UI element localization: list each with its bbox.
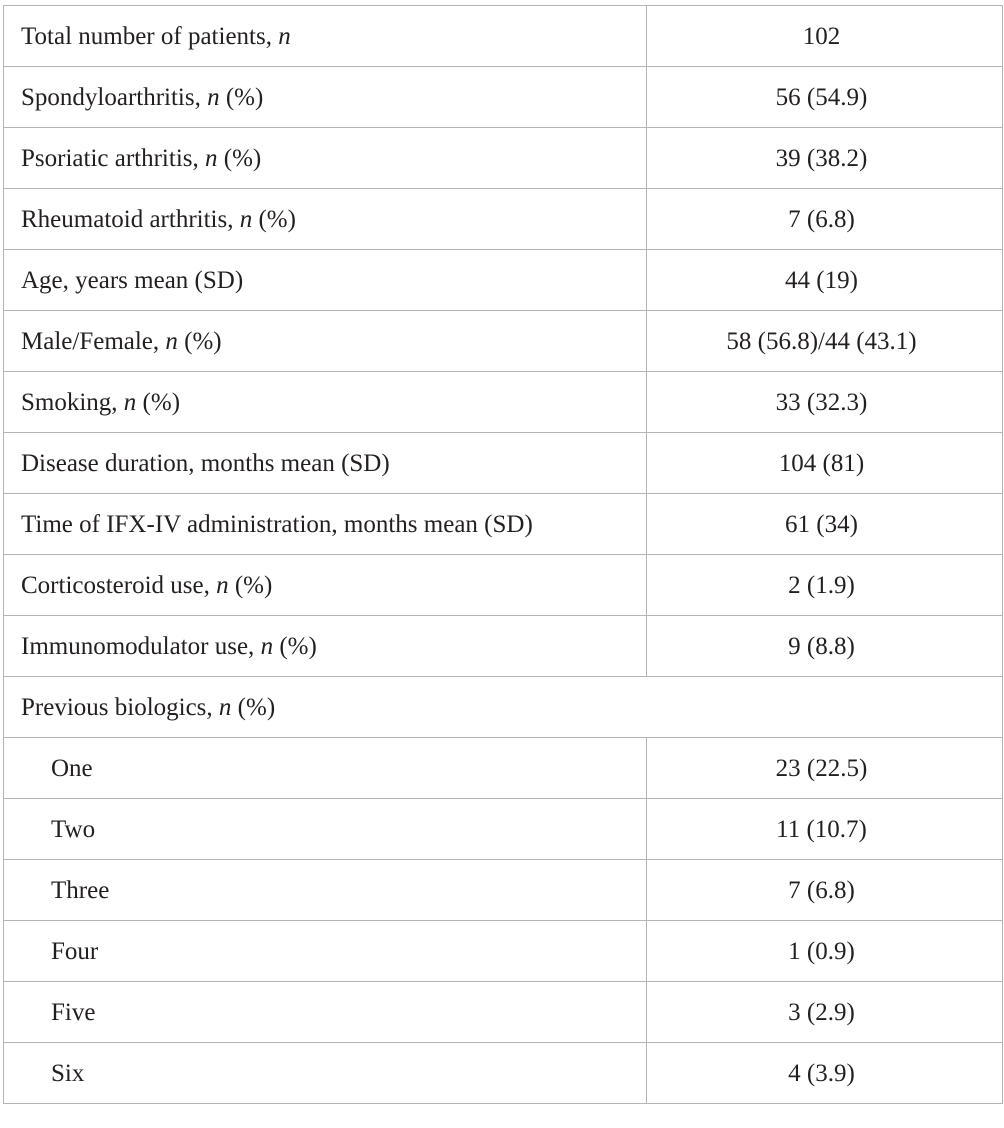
row-label: Total number of patients, n [4,6,647,67]
row-value: 44 (19) [647,250,1003,311]
row-label: Age, years mean (SD) [4,250,647,311]
table-row [4,982,1003,1043]
row-value: 33 (32.3) [647,372,1003,433]
row-value: 3 (2.9) [647,982,1003,1043]
table-row [4,799,1003,860]
sub-row-label: One [4,738,647,799]
row-value: 39 (38.2) [647,128,1003,189]
sub-row-label: Five [4,982,647,1043]
table-row [4,189,1003,250]
row-value: 9 (8.8) [647,616,1003,677]
row-value: 102 [647,6,1003,67]
row-value: 1 (0.9) [647,921,1003,982]
table-row [4,555,1003,616]
biologics-header-label: Previous biologics, n (%) [4,677,1003,738]
table-row [4,67,1003,128]
table-row [4,128,1003,189]
row-label: Male/Female, n (%) [4,311,647,372]
row-label: Rheumatoid arthritis, n (%) [4,189,647,250]
row-label: Smoking, n (%) [4,372,647,433]
table-row [4,616,1003,677]
row-label: Time of IFX-IV administration, months mean (SD) [4,494,647,555]
row-label: Corticosteroid use, n (%) [4,555,647,616]
sub-row-label: Three [4,860,647,921]
sub-row-label: Six [4,1043,647,1104]
row-value: 58 (56.8)/44 (43.1) [647,311,1003,372]
row-label: Disease duration, months mean (SD) [4,433,647,494]
sub-row-label: Two [4,799,647,860]
row-value: 61 (34) [647,494,1003,555]
sub-row-label: Four [4,921,647,982]
table-row [4,311,1003,372]
row-value: 2 (1.9) [647,555,1003,616]
row-label: Immunomodulator use, n (%) [4,616,647,677]
row-label: Spondyloarthritis, n (%) [4,67,647,128]
patient-characteristics-table [3,5,1003,1104]
biologics-header-row [4,677,1003,738]
table-row [4,372,1003,433]
row-value: 104 (81) [647,433,1003,494]
table-row [4,6,1003,67]
row-value: 7 (6.8) [647,860,1003,921]
row-value: 23 (22.5) [647,738,1003,799]
row-label: Psoriatic arthritis, n (%) [4,128,647,189]
row-value: 7 (6.8) [647,189,1003,250]
table-row [4,250,1003,311]
table-row [4,860,1003,921]
table-row [4,1043,1003,1104]
table-row [4,433,1003,494]
row-value: 56 (54.9) [647,67,1003,128]
table-row [4,738,1003,799]
row-value: 4 (3.9) [647,1043,1003,1104]
table-row [4,921,1003,982]
row-value: 11 (10.7) [647,799,1003,860]
table-row [4,494,1003,555]
